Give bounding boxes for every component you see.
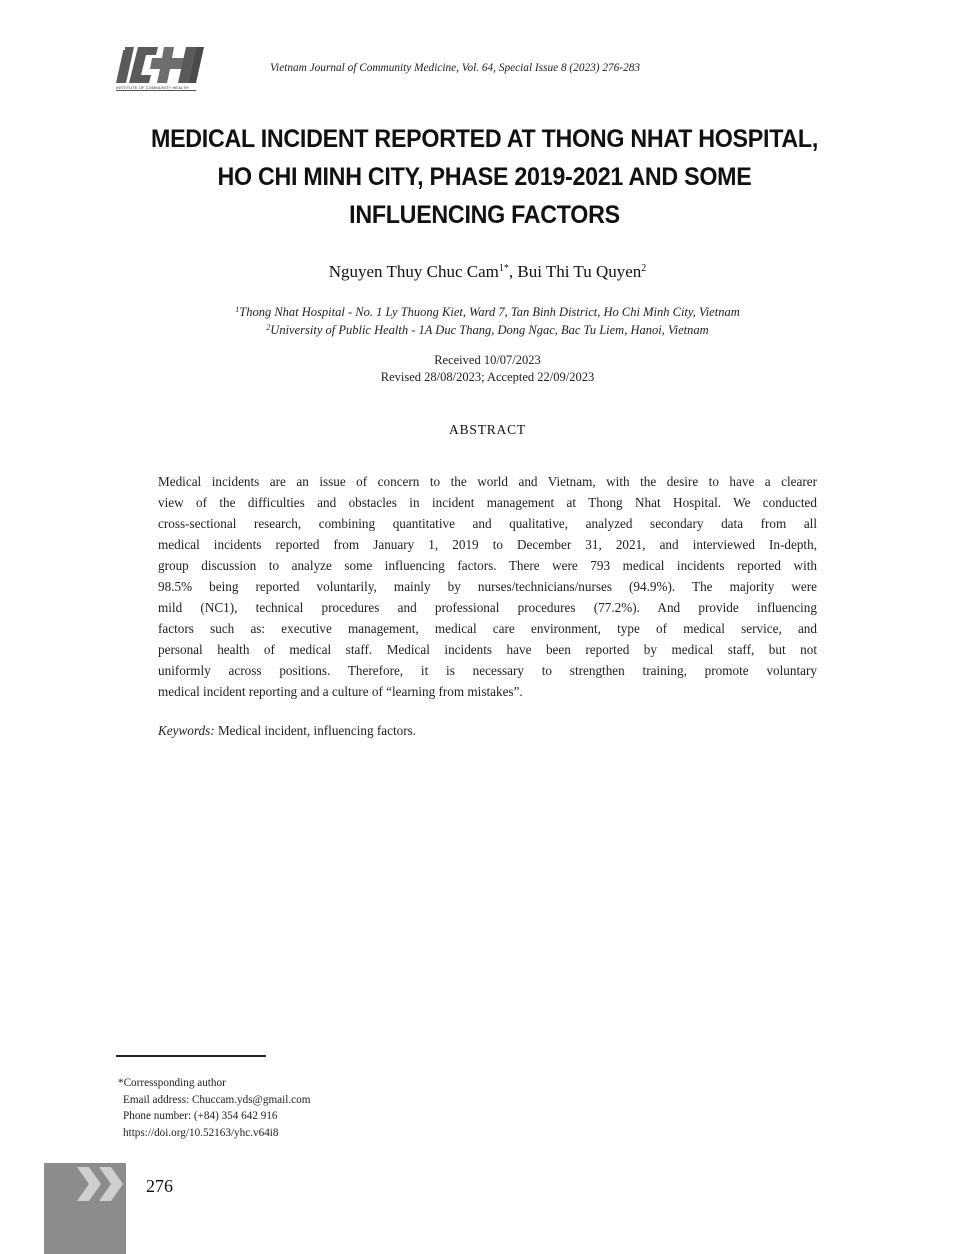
abstract-line: medical incident reporting and a culture of “learning from mistakes”.: [158, 684, 523, 699]
footnote: [118, 1075, 310, 1141]
affiliation-mark: 2: [266, 323, 271, 332]
author-name: Bui Thi Tu Quyen: [517, 262, 642, 281]
title-line: INFLUENCING FACTORS: [349, 201, 620, 229]
revised-accepted-date: Revised 28/08/2023; Accepted 22/09/2023: [380, 370, 595, 384]
page-number: 276: [146, 1176, 173, 1196]
abstract-line: medical incidents reported from January 1, 2019 to December 31, 2021, and interviewed In-depth,: [158, 537, 817, 552]
keywords: [158, 723, 416, 739]
affiliation-mark: 1: [235, 305, 240, 314]
page-tab: [44, 1163, 126, 1254]
abstract-line: mild (NC1), technical procedures and professional procedures (77.2%). And provide influencing: [158, 600, 817, 615]
phone-number: Phone number: (+84) 354 642 916: [123, 1110, 278, 1122]
affiliation-text: University of Public Health - 1A Duc Thang, Dong Ngac, Bac Tu Liem, Hanoi, Vietnam: [270, 323, 709, 337]
corresponding-author-label: *Corressponding author: [118, 1077, 226, 1089]
abstract-line: personal health of medical staff. Medical incidents have been reported by medical staff, but not: [158, 642, 817, 657]
cross-logo-icon: [116, 45, 204, 85]
author-affiliation-mark: 2: [641, 263, 647, 274]
author-separator: ,: [508, 262, 518, 281]
affiliation-text: Thong Nhat Hospital - No. 1 Ly Thuong Kiet, Ward 7, Tan Binh District, Ho Chi Minh City, Vietnam: [239, 305, 740, 319]
article-title: [127, 120, 842, 234]
abstract-line: 98.5% being reported voluntarily, mainly by nurses/technicians/nurses (94.9%). The majority were: [158, 579, 817, 594]
title-line: HO CHI MINH CITY, PHASE 2019-2021 AND SOME: [217, 163, 752, 191]
abstract-body: [158, 471, 817, 702]
keywords-text: Medical incident, influencing factors.: [214, 723, 417, 738]
footnote-divider: [116, 1055, 266, 1057]
title-line: MEDICAL INCIDENT REPORTED AT THONG NHAT HOSPITAL,: [150, 125, 819, 153]
keywords-label: Keywords:: [158, 723, 215, 738]
email-address: Email address: Chuccam.yds@gmail.com: [123, 1093, 311, 1106]
double-chevron-right-icon: [77, 1167, 125, 1201]
abstract-heading: ABSTRACT: [449, 422, 526, 437]
author-affiliation-mark: 1*: [498, 263, 509, 274]
affiliation: [0, 323, 969, 338]
abstract-line: group discussion to analyze some influencing factors. There were 793 medical incidents reported with: [158, 558, 817, 573]
logo-caption: INSTITUTE OF COMMUNITY HEALTH: [116, 85, 196, 91]
abstract-line: uniformly across positions. Therefore, it is necessary to strengthen training, promote voluntary: [158, 663, 817, 678]
abstract-line: Medical incidents are an issue of concern to the world and Vietnam, with the desire to have a clearer: [158, 474, 817, 489]
doi-link[interactable]: https://doi.org/10.52163/yhc.v64i8: [123, 1126, 279, 1139]
abstract-line: factors such as: executive management, medical care environment, type of medical service, and: [158, 621, 817, 636]
abstract-line: view of the difficulties and obstacles in incident management at Thong Nhat Hospital. We conducted: [158, 495, 817, 510]
author-list: [0, 262, 969, 282]
journal-citation: Vietnam Journal of Community Medicine, Vol. 64, Special Issue 8 (2023) 276-283: [270, 62, 641, 74]
author-name: Nguyen Thuy Chuc Cam: [328, 262, 499, 281]
received-date: Received 10/07/2023: [434, 353, 541, 367]
affiliation: [0, 305, 969, 320]
abstract-line: cross-sectional research, combining quantitative and qualitative, analyzed secondary data from all: [158, 516, 817, 531]
